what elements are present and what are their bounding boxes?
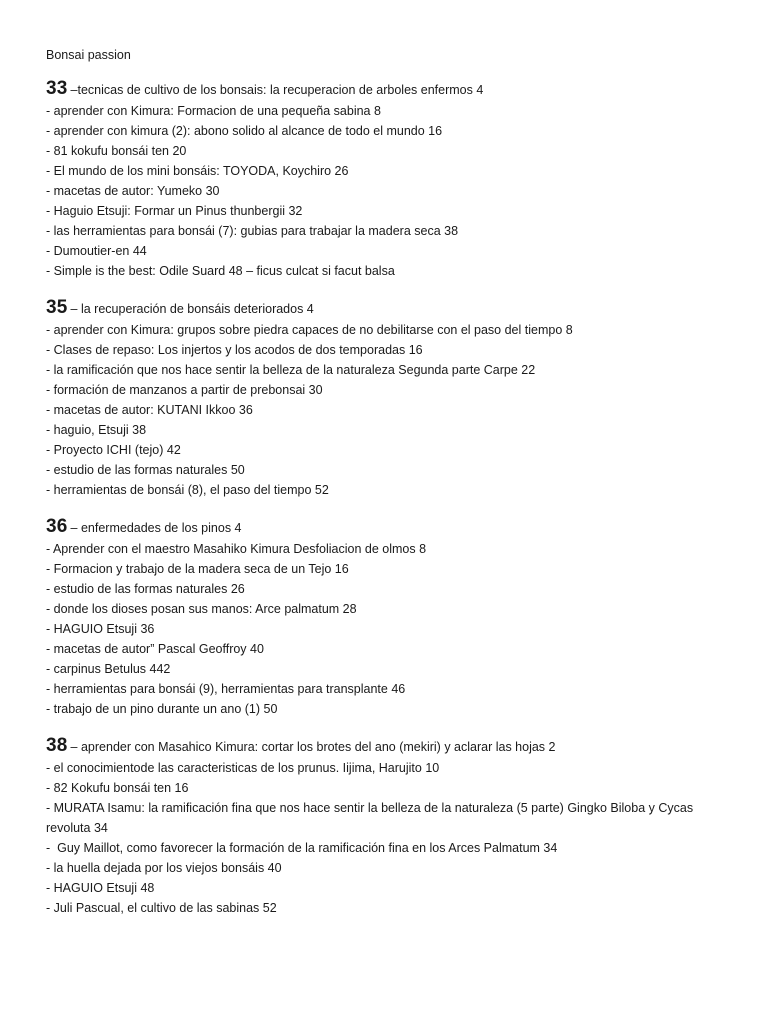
entry-line: - Clases de repaso: Los injertos y los acodos de dos temporadas 16 [46, 343, 423, 357]
issue-headline: – aprender con Masahico Kimura: cortar los brotes del ano (mekiri) y aclarar las hojas 2 [70, 740, 556, 754]
entry-line: - trabajo de un pino durante un ano (1) 50 [46, 702, 278, 716]
document-page [46, 46, 736, 934]
issue-headline: – la recuperación de bonsáis deteriorados 4 [70, 302, 314, 316]
issue-section [46, 78, 736, 281]
entry-line: - Haguio Etsuji: Formar un Pinus thunbergii 32 [46, 204, 303, 218]
issue-heading [46, 516, 736, 539]
entry-line: - Guy Maillot, como favorecer la formación de la ramificación fina en los Arces Palmatum 34 [46, 841, 558, 855]
entry-line: - estudio de las formas naturales 50 [46, 463, 245, 477]
entry-line: - haguio, Etsuji 38 [46, 423, 147, 437]
entry-line: - 82 Kokufu bonsái ten 16 [46, 781, 189, 795]
entry-line: - Simple is the best: Odile Suard 48 – ficus culcat si facut balsa [46, 264, 395, 278]
entry-line: - las herramientas para bonsái (7): gubias para trabajar la madera seca 38 [46, 224, 459, 238]
entry-line: - la ramificación que nos hace sentir la belleza de la naturaleza Segunda parte Carpe 22 [46, 363, 536, 377]
entry-line: - la huella dejada por los viejos bonsáis 40 [46, 861, 282, 875]
document-title: Bonsai passion [46, 48, 131, 62]
issue-section [46, 297, 736, 500]
entry-line: - Dumoutier-en 44 [46, 244, 147, 258]
issue-number: 38 [46, 735, 68, 756]
issue-heading [46, 297, 736, 320]
issue-headline: – enfermedades de los pinos 4 [70, 521, 242, 535]
issue-number: 36 [46, 516, 68, 537]
entry-line: - macetas de autor: Yumeko 30 [46, 184, 220, 198]
entry-line: - aprender con Kimura: grupos sobre piedra capaces de no debilitarse con el paso del tiempo 8 [46, 323, 573, 337]
issue-heading [46, 735, 736, 758]
entry-line: - HAGUIO Etsuji 36 [46, 622, 155, 636]
entry-line: - Juli Pascual, el cultivo de las sabinas 52 [46, 901, 277, 915]
entry-line: - Proyecto ICHI (tejo) 42 [46, 443, 181, 457]
entry-line: - Formacion y trabajo de la madera seca de un Tejo 16 [46, 562, 349, 576]
entry-line: - 81 kokufu bonsái ten 20 [46, 144, 187, 158]
entry-line: - herramientas de bonsái (8), el paso del tiempo 52 [46, 483, 329, 497]
entry-line: - carpinus Betulus 442 [46, 662, 171, 676]
entry-line: - MURATA Isamu: la ramificación fina que nos hace sentir la belleza de la naturaleza (5 parte) Gingko Biloba y Cycas revoluta 34 [46, 801, 697, 835]
entry-line: - El mundo de los mini bonsáis: TOYODA, Koychiro 26 [46, 164, 349, 178]
issue-heading [46, 78, 736, 101]
entry-line: - estudio de las formas naturales 26 [46, 582, 245, 596]
issue-number: 33 [46, 78, 68, 99]
entry-line: - el conocimientode las caracteristicas de los prunus. Iijima, Harujito 10 [46, 761, 440, 775]
entry-line: - herramientas para bonsái (9), herramientas para transplante 46 [46, 682, 406, 696]
entry-line: - aprender con kimura (2): abono solido al alcance de todo el mundo 16 [46, 124, 443, 138]
issue-headline: –tecnicas de cultivo de los bonsais: la recuperacion de arboles enfermos 4 [70, 83, 484, 97]
issue-number: 35 [46, 297, 68, 318]
entry-line: - macetas de autor” Pascal Geoffroy 40 [46, 642, 264, 656]
issue-section [46, 516, 736, 719]
issue-section [46, 735, 736, 918]
entry-line: - aprender con Kimura: Formacion de una pequeña sabina 8 [46, 104, 381, 118]
entry-line: - HAGUIO Etsuji 48 [46, 881, 155, 895]
entry-line: - macetas de autor: KUTANI Ikkoo 36 [46, 403, 253, 417]
entry-line: - formación de manzanos a partir de prebonsai 30 [46, 383, 323, 397]
entry-line: - Aprender con el maestro Masahiko Kimura Desfoliacion de olmos 8 [46, 542, 427, 556]
entry-line: - donde los dioses posan sus manos: Arce palmatum 28 [46, 602, 357, 616]
